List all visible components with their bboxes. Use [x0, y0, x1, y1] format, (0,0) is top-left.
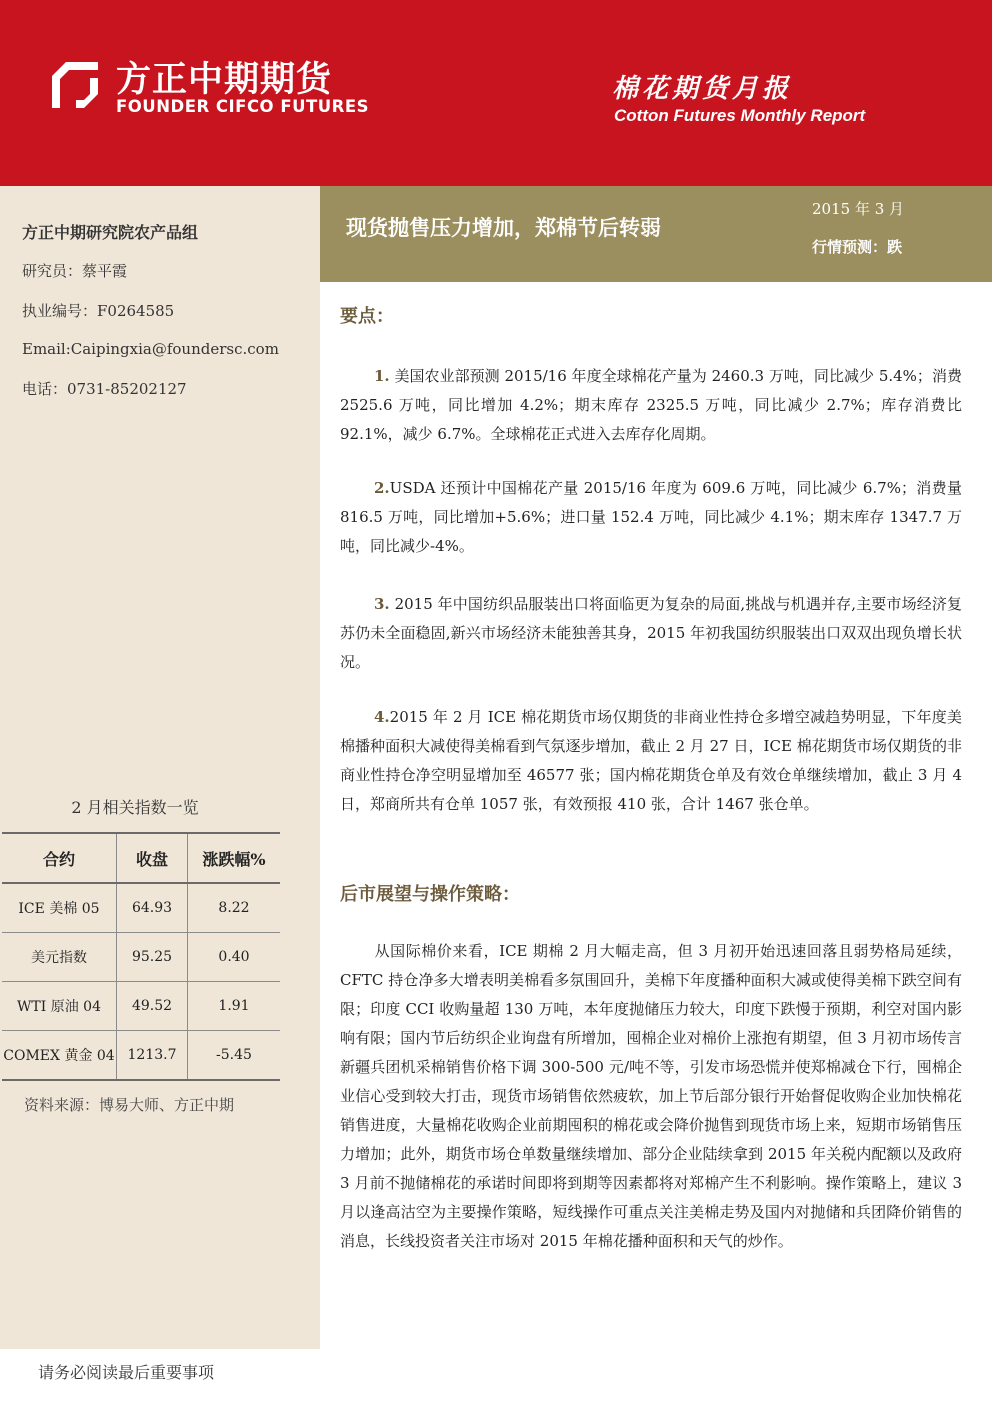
table-cell: 95.25 [117, 933, 188, 982]
outlook-paragraph [340, 937, 962, 1256]
point-number: 3. [374, 595, 390, 613]
table-cell: 美元指数 [2, 933, 117, 982]
table-header-cell: 涨跌幅% [188, 833, 281, 883]
logo-chinese: 方正中期期货 [116, 60, 333, 100]
table-header-row [2, 833, 280, 883]
table-cell: COMEX 黄金 04 [2, 1031, 117, 1081]
table-cell: -5.45 [188, 1031, 281, 1081]
point-text: 2015 年 2 月 ICE 棉花期货市场仅期货的非商业性持仓多增空减趋势明显，下年度美棉播种面积大减使得美棉看到气氛逐步增加，截止 2 月 27 日，ICE 棉花期货市场仅期货的非商业性持仓净空明显增加至 46577 张；国内棉花期货仓单及有效仓单继续增加，截止 3 月 4 日，郑商所共有仓单 1057 张，有效预报 410 张，合计 1467 张仓单。 [340, 708, 962, 813]
company-logo-icon [46, 56, 104, 114]
table-row [2, 933, 280, 982]
outlook-text: 从国际棉价来看，ICE 期棉 2 月大幅走高，但 3 月初开始迅速回落且弱势格局延续，CFTC 持仓净多大增表明美棉看多氛围回升，美棉下年度播种面积大减或使得美棉下跌空间有限；印度 CCI 收购量超 130 万吨，本年度抛储压力较大，印度下跌慢于预期，利空对国内影响有限；国内节后纺织企业询盘有所增加，囤棉企业对棉价上涨抱有期望，但 3 月初市场传言新疆兵团机采棉销售价格下调 300-500 元/吨不等，引发市场恐慌并使郑棉减仓下行，囤棉企业信心受到较大打击，现货市场销售依然疲软，加上节后部分银行开始督促收购企业加快棉花销售进度，大量棉花收购企业前期囤积的棉花或会降价抛售到现货市场上来，短期市场销售压力增加；此外，期货市场仓单数量继续增加、部分企业陆续拿到 2015 年关税内配额以及政府 3 月前不抛储棉花的承诺时间即将到期等因素都将对郑棉产生不利影响。操作策略上，建议 3 月以逢高沽空为主要操作策略，短线操作可重点关注美棉走势及国内对抛储和兵团降价销售的消息，长线投资者关注市场对 2015 年棉花播种面积和天气的炒作。 [340, 942, 962, 1250]
report-header [0, 0, 992, 186]
email-contact: Email:Caipingxia@foundersc.com [22, 340, 279, 358]
research-group: 方正中期研究院农产品组 [22, 223, 199, 242]
point-text: 2015 年中国纺织品服装出口将面临更为复杂的局面,挑战与机遇并存,主要市场经济复苏仍未全面稳固,新兴市场经济未能独善其身，2015 年初我国纺织服装出口双双出现负增长状况。 [340, 595, 962, 671]
table-row [2, 1031, 280, 1081]
key-point [340, 474, 962, 561]
key-point [340, 590, 962, 677]
point-number: 2. [374, 479, 390, 497]
point-text: 美国农业部预测 2015/16 年度全球棉花产量为 2460.3 万吨，同比减少 5.4%；消费 2525.6 万吨，同比增加 4.2%；期末库存 2325.5 万吨，同比减少 2.7%；库存消费比 92.1%，减少 6.7%。全球棉花正式进入去库存化周期。 [340, 367, 962, 443]
table-cell: ICE 美棉 05 [2, 883, 117, 933]
phone-contact: 电话：0731-85202127 [22, 380, 187, 398]
license-number: 执业编号：F0264585 [22, 302, 175, 320]
outlook-heading: 后市展望与操作策略： [340, 884, 520, 905]
table-cell: 1.91 [188, 982, 281, 1031]
table-row [2, 883, 280, 933]
index-table [2, 832, 280, 1081]
point-number: 4. [374, 708, 390, 726]
table-cell: 64.93 [117, 883, 188, 933]
page-title: 现货抛售压力增加，郑棉节后转弱 [346, 216, 661, 240]
market-forecast: 行情预测：跌 [812, 238, 903, 256]
key-point [340, 703, 962, 819]
table-header-cell: 合约 [2, 833, 117, 883]
point-text: USDA 还预计中国棉花产量 2015/16 年度为 609.6 万吨，同比减少 6.7%；消费量 816.5 万吨，同比增加+5.6%；进口量 152.4 万吨，同比减少 4.1%；期末库存 1347.7 万吨，同比减少-4%。 [340, 479, 962, 555]
table-cell: 8.22 [188, 883, 281, 933]
report-date: 2015 年 3 月 [812, 200, 905, 218]
table-cell: 0.40 [188, 933, 281, 982]
title-bar [320, 186, 992, 282]
researcher-name: 研究员：蔡平霞 [22, 262, 128, 280]
key-point [340, 362, 962, 449]
sidebar [0, 186, 320, 1349]
report-title-chinese: 棉花期货月报 [612, 74, 793, 104]
table-row [2, 982, 280, 1031]
point-number: 1. [374, 367, 390, 385]
data-source: 资料来源：博易大师、方正中期 [24, 1096, 235, 1114]
table-cell: WTI 原油 04 [2, 982, 117, 1031]
table-cell: 1213.7 [117, 1031, 188, 1081]
index-table-title: 2 月相关指数一览 [71, 798, 199, 817]
key-points-heading: 要点： [340, 306, 394, 327]
report-title-english: Cotton Futures Monthly Report [614, 106, 866, 125]
logo-english: FOUNDER CIFCO FUTURES [116, 97, 370, 116]
disclaimer-note: 请务必阅读最后重要事项 [38, 1363, 215, 1382]
table-cell: 49.52 [117, 982, 188, 1031]
table-header-cell: 收盘 [117, 833, 188, 883]
